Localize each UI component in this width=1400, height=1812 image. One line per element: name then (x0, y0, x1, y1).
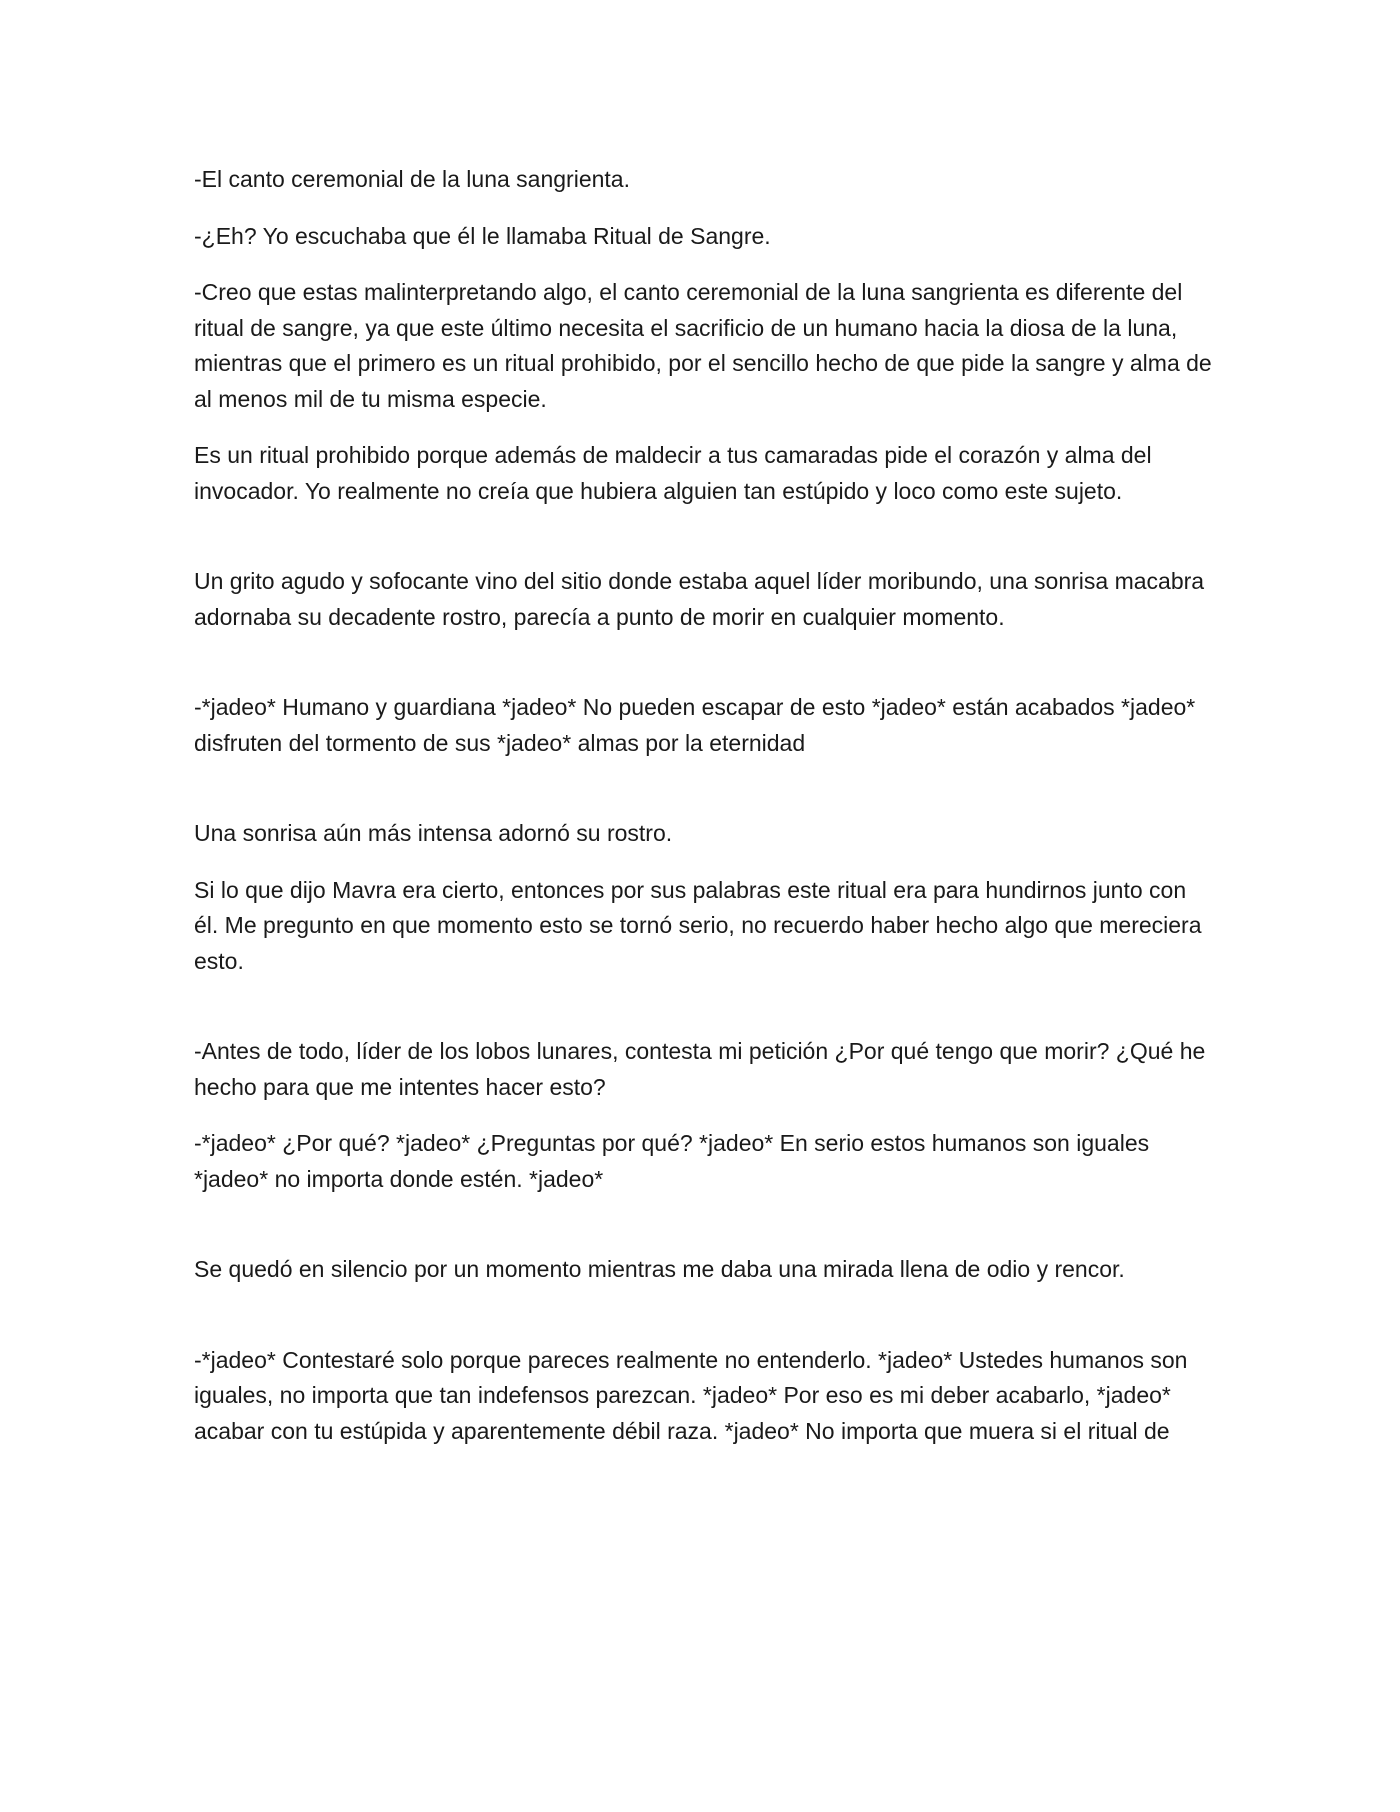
paragraph-2: -¿Eh? Yo escuchaba que él le llamaba Ritual de Sangre. (194, 222, 771, 249)
paragraph-5: Un grito agudo y sofocante vino del sitio donde estaba aquel líder moribundo, una sonrisa macabra adornaba su decadente rostro, parecía a punto de morir en cualquier momento. (194, 568, 1205, 630)
paragraph-12: -*jadeo* Contestaré solo porque pareces realmente no entenderlo. *jadeo* Ustedes humanos son iguales, no importa que tan indefensos parezcan. *jadeo* Por eso es mi deber acabarlo, *jadeo* acabar con tu estúpida y aparentemente débil raza. *jadeo* No importa que muera si el ritual de (194, 1346, 1188, 1444)
document-body (194, 162, 1214, 1470)
paragraph-10: -*jadeo* ¿Por qué? *jadeo* ¿Preguntas por qué? *jadeo* En serio estos humanos son iguales *jadeo* no importa donde estén. *jadeo* (194, 1130, 1150, 1192)
paragraph-3: -Creo que estas malinterpretando algo, el canto ceremonial de la luna sangrienta es diferente del ritual de sangre, ya que este último necesita el sacrificio de un humano hacia la diosa de la luna, mientras que el primero es un ritual prohibido, por el sencillo hecho de que pide la sangre y alma de al menos mil de tu misma especie. (194, 279, 1212, 412)
paragraph-1: -El canto ceremonial de la luna sangrienta. (194, 166, 630, 192)
paragraph-4: Es un ritual prohibido porque además de maldecir a tus camaradas pide el corazón y alma del invocador. Yo realmente no creía que hubiera alguien tan estúpido y loco como este sujeto. (194, 442, 1152, 504)
paragraph-8: Si lo que dijo Mavra era cierto, entonces por sus palabras este ritual era para hundirnos junto con él. Me pregunto en que momento esto se tornó serio, no recuerdo haber hecho algo que mereciera esto. (194, 876, 1202, 974)
paragraph-7: Una sonrisa aún más intensa adornó su rostro. (194, 820, 673, 846)
paragraph-6: -*jadeo* Humano y guardiana *jadeo* No pueden escapar de esto *jadeo* están acabados *jadeo* disfruten del tormento de sus *jadeo* almas por la eternidad (194, 694, 1196, 756)
paragraph-9: -Antes de todo, líder de los lobos lunares, contesta mi petición ¿Por qué tengo que morir? ¿Qué he hecho para que me intentes hacer esto? (194, 1038, 1206, 1100)
paragraph-11: Se quedó en silencio por un momento mientras me daba una mirada llena de odio y rencor. (194, 1256, 1125, 1282)
